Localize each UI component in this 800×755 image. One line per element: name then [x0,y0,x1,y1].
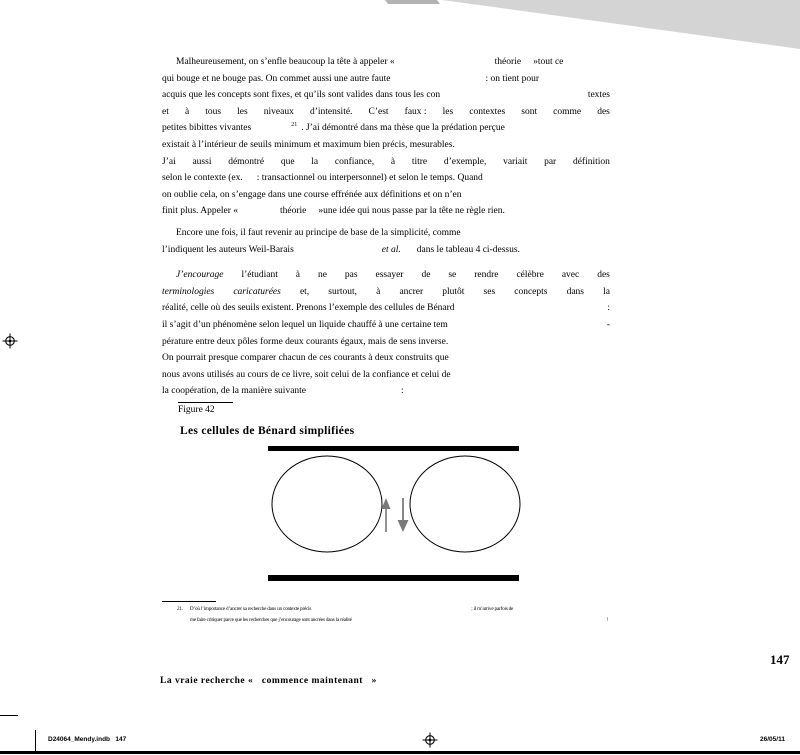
text-segment: ancrer [399,286,424,297]
text-segment: la coopération, de la manière suivante [162,386,307,397]
paragraph [162,225,610,258]
text-segment: on oublie cela, on s’engage dans une course effrénée aux définitions et on n’en [162,189,462,200]
text-segment: titre [411,156,428,167]
text-segment: J’encourage [176,270,224,281]
text-segment: terminologies [162,286,215,297]
text-line [162,203,610,220]
slug-date: 26/05/11 [760,736,785,743]
text-line [162,154,610,171]
text-line [162,350,610,367]
text-line [162,383,610,400]
text-line [177,604,608,615]
text-segment: 21. [177,606,183,612]
footnote [177,604,608,626]
text-segment: petites bibittes vivantes [162,123,252,134]
text-segment: »une idée qui nous passe par la tête ne règle rien. [318,206,505,217]
benard-cell-left [272,456,382,552]
text-segment: ses [483,286,496,297]
text-segment: sont [521,106,538,117]
text-segment: concepts [514,286,548,297]
text-line [162,334,610,351]
text-segment: réalité, celle où des seuils existent. Prenons l’exemple des cellules de Bénard [162,303,455,314]
text-segment: il s’agit d’un phénomène selon lequel un liquide chauffé à une certaine tem [162,319,448,330]
text-segment: caricaturées [233,286,281,297]
text-segment: théorie [494,57,522,67]
text-line [162,284,610,301]
text-segment: D’où l’importance d’ancrer sa recherche dans un contexte précis [189,606,312,612]
page-curl-sliver [385,0,440,4]
text-segment: Encore une fois, il faut revenir au principe de base de la simplicité, comme [176,227,461,238]
paragraph [162,154,610,220]
text-segment: définition [572,156,610,167]
text-segment: se [448,270,457,281]
text-segment: : [607,303,610,314]
text-segment: aussi [192,156,212,167]
text-segment: pérature entre deux pôles forme deux courants égaux, mais de sens inverse. [162,336,449,347]
text-segment: niveaux [263,106,294,117]
bottom-trim-rule [0,751,800,754]
text-segment: que [280,156,295,167]
paragraph [162,54,610,154]
text-segment: à [295,270,301,281]
text-segment: acquis que les concepts sont fixes, et qu’ils sont valides dans tous les con [162,90,441,101]
text-segment: J’ai [162,156,176,167]
text-line [162,120,610,137]
text-segment: ne [317,270,327,281]
text-segment: essayer [375,270,404,281]
text-line [162,71,610,88]
text-segment: On pourrait presque comparer chacun de ces courants à deux construits que [162,353,449,364]
text-segment: C’est [368,106,389,117]
crop-mark-vertical [35,730,36,753]
text-segment: textes [587,90,610,101]
figure-label: Figure 42 [178,402,233,415]
text-segment: Malheureusement, on s’enfle beaucoup la tête à appeler « [176,57,395,67]
benard-cell-right [410,456,520,552]
text-segment: pas [344,270,358,281]
text-line [162,300,610,317]
text-line [162,170,610,187]
text-segment: dans [566,286,585,297]
text-segment: la [603,286,610,297]
text-segment: d’exemple, [443,156,487,167]
text-segment: à [376,286,381,297]
text-segment: selon le contexte (ex. [162,173,243,184]
benard-bottom-plate [268,575,519,581]
text-segment: à [184,106,190,117]
text-segment: avec [561,270,580,281]
text-segment: célèbre [516,270,544,281]
text-line [162,104,610,121]
page-number: 147 [770,652,790,667]
benard-cells-diagram [260,440,530,590]
down-arrow-icon [398,498,409,532]
text-segment: dans le tableau 4 ci-dessus. [416,244,520,255]
text-segment: : on tient pour [485,73,540,84]
text-segment: l’étudiant [241,270,278,281]
text-segment: tous [205,106,222,117]
figure-title: Les cellules de Bénard simplifiées [180,425,355,437]
body-text [162,54,610,400]
text-segment: existait à l’intérieur de seuils minimum et maximum bien précis, mesurables. [162,139,455,150]
up-arrow-icon [382,498,391,532]
slug-filename: D24064_Mendy.indb 147 [48,736,127,743]
text-segment: théorie [280,206,307,217]
text-line [177,615,608,626]
text-segment: nous avons utilisés au cours de ce livre, soit celui de la confiance et celui de [162,369,451,380]
text-line [162,267,610,284]
text-segment: . J’ai démontré dans ma thèse que la prédation perçue [301,123,505,134]
text-segment: faux : [404,106,427,117]
text-segment: contextes [469,106,506,117]
text-segment: plutôt [442,286,465,297]
text-segment: confiance, [334,156,375,167]
benard-top-plate [268,446,519,451]
text-segment: »tout ce [533,57,564,67]
text-segment: qui bouge et ne bouge pas. On commet aussi une autre faute [162,73,391,84]
crop-mark-horizontal [0,715,18,716]
text-line [162,242,610,259]
text-segment: : transactionnel ou interpersonnel) et selon le temps. Quand [256,173,483,184]
text-segment: de [421,270,431,281]
text-line [162,367,610,384]
footnote-rule [162,601,216,602]
text-line [162,137,610,154]
text-segment: des [597,106,610,117]
text-line [162,317,610,334]
text-line [162,54,610,71]
paragraph [162,267,610,400]
text-segment: rendre [474,270,499,281]
text-segment: et al. [381,244,401,255]
text-segment: la [311,156,319,167]
text-segment: des [597,270,610,281]
text-segment: me faire critiquer parce que les recherches que j’encourage sont ancrées dans la réalité [190,617,352,623]
text-segment: finit plus. Appeler « [162,206,238,217]
text-segment: variait [503,156,528,167]
text-segment: l’indiquent les auteurs Weil-Barais [162,244,294,255]
text-segment: d’intensité. [309,106,353,117]
text-segment: surtout, [328,286,358,297]
text-segment: ! [606,617,608,623]
registration-mark-icon [422,732,438,748]
text-line [162,225,610,242]
text-segment: par [544,156,557,167]
running-footer-title: La vraie recherche « commence maintenant » [160,676,377,686]
text-segment: les [442,106,454,117]
text-segment: et, [299,286,310,297]
text-segment: les [237,106,248,117]
registration-mark-icon [2,333,18,349]
text-line [162,87,610,104]
text-segment: démontré [228,156,265,167]
text-segment: à [390,156,396,167]
page-curl-decoration [0,0,800,55]
text-segment: et [162,106,169,117]
text-line [162,187,610,204]
text-segment: comme [553,106,582,117]
text-segment: 21 [291,122,298,129]
page-curl-wedge [442,0,800,49]
text-segment: : [401,386,404,397]
text-segment: ; il m’arrive parfois de [471,606,514,612]
text-segment: - [606,319,610,330]
